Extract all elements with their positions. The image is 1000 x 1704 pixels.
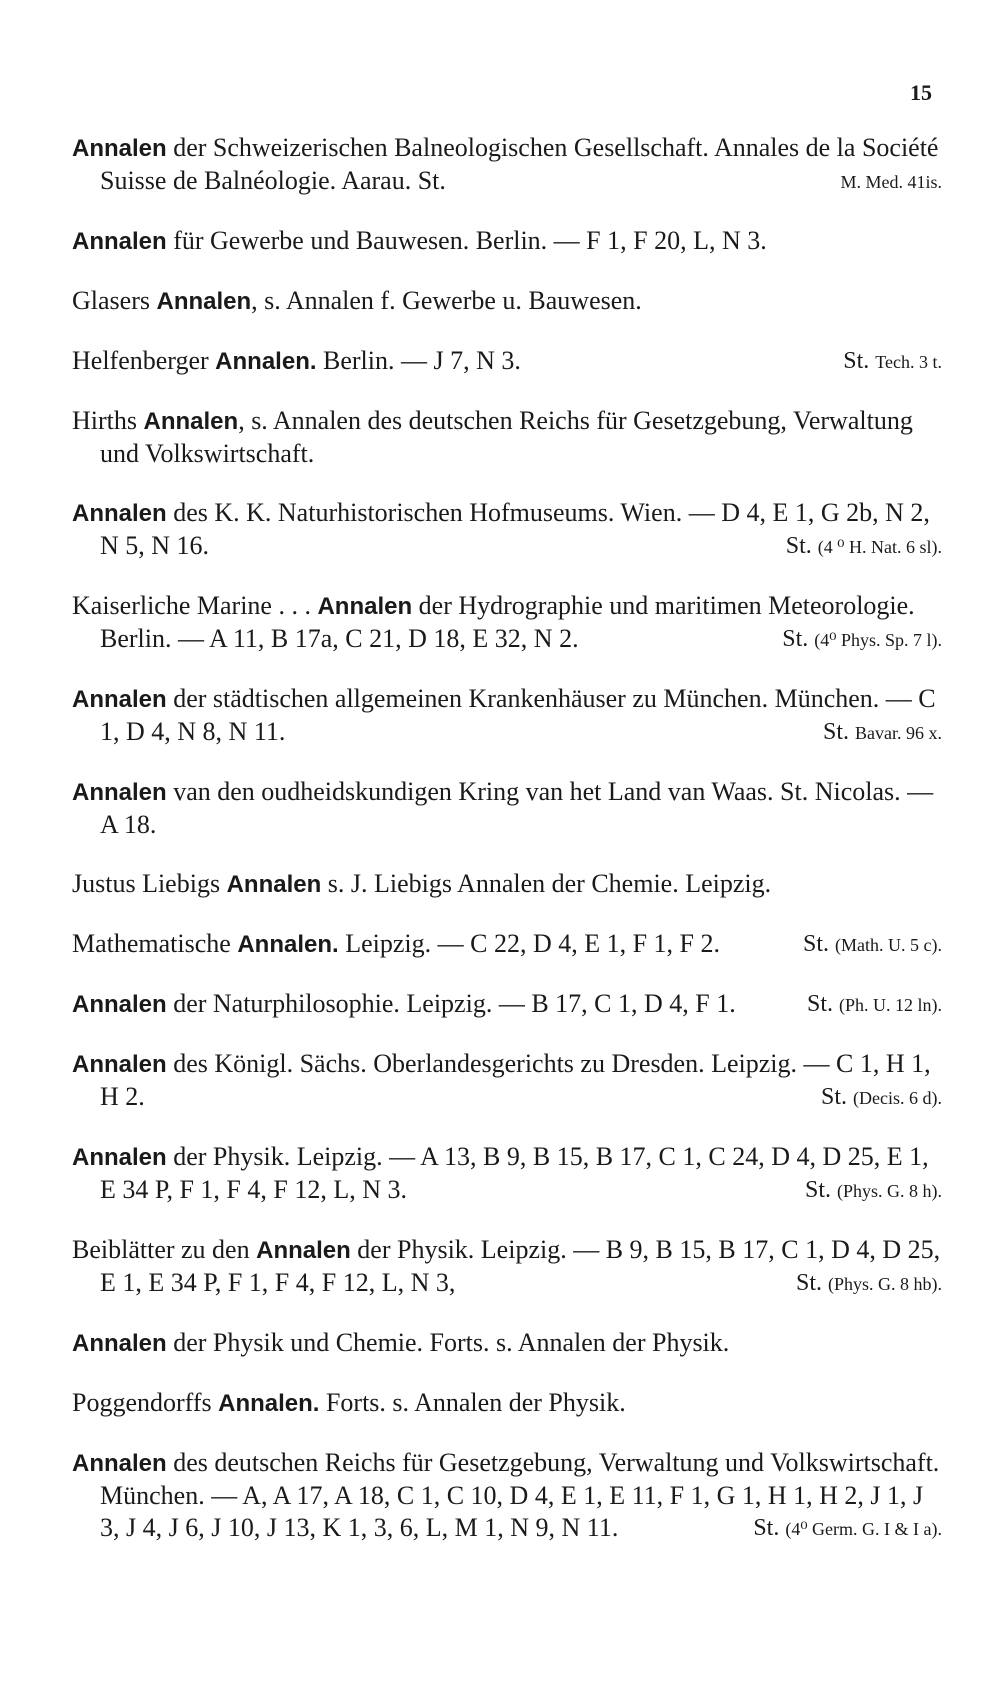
shelf-mark-prefix: St.: [804, 1177, 837, 1203]
entry-text: der Physik. Leipzig. — A 13, B 9, B 15, B 17, C 1, C 24, D 4, D 25, E 1, E 34 P, F 1, F 4, F 12, L, N 3.: [100, 1142, 929, 1204]
shelf-mark-prefix: St.: [806, 991, 839, 1017]
entry-text: für Gewerbe und Bauwesen. Berlin. — F 1, F 20, L, N 3.: [166, 226, 767, 255]
bibliography-entry: [72, 590, 942, 656]
entry-text: s. J. Liebigs Annalen der Chemie. Leipzig.: [321, 869, 772, 898]
bibliography-entry: [72, 776, 942, 841]
entry-text: des K. K. Naturhistorischen Hofmuseums. Wien. — D 4, E 1, G 2b, N 2, N 5, N 16.: [100, 498, 930, 560]
bibliography-entry: [72, 1141, 942, 1207]
entry-text: der Physik. Leipzig. — B 9, B 15, B 17, C 1, D 4, D 25, E 1, E 34 P, F 1, F 4, F 12, L, N 3,: [100, 1235, 941, 1297]
entry-list: [72, 132, 942, 1572]
entry-keyword: Annalen: [156, 288, 252, 315]
bibliography-entry: [72, 132, 942, 198]
entry-keyword: Annalen: [226, 871, 322, 898]
bibliography-entry: [72, 683, 942, 749]
bibliography-entry: [72, 225, 942, 258]
entry-keyword: Annalen: [72, 1330, 167, 1357]
bibliography-entry: [72, 1447, 942, 1545]
entry-text: , s. Annalen des deutschen Reichs für Gesetzgebung, Verwaltung und Volkswirtschaft.: [100, 406, 913, 468]
shelf-mark-code: M. Med. 41is.: [840, 172, 942, 192]
bibliography-entry: [72, 1387, 942, 1420]
entry-keyword: Annalen: [72, 991, 167, 1018]
shelf-mark: [840, 165, 942, 198]
entry-text: van den oudheidskundigen Kring van het Land van Waas. St. Nicolas. — A 18.: [100, 777, 934, 839]
shelf-mark-prefix: St.: [821, 1084, 854, 1110]
shelf-mark: [822, 716, 942, 749]
entry-text: der städtischen allgemeinen Krankenhäuser zu München. München. — C 1, D 4, N 8, N 11.: [100, 684, 936, 746]
shelf-mark: [821, 1081, 942, 1114]
entry-text: des Königl. Sächs. Oberlandesgerichts zu Dresden. Leipzig. — C 1, H 1, H 2.: [100, 1049, 931, 1111]
entry-prefix: Kaiserliche Marine . . .: [72, 591, 318, 620]
shelf-mark-prefix: St.: [753, 1515, 786, 1541]
entry-keyword: Annalen: [72, 1144, 167, 1171]
entry-prefix: Helfenberger: [72, 346, 216, 375]
shelf-mark: [753, 1512, 942, 1545]
entry-text: der Hydrographie und maritimen Meteorologie. Berlin. — A 11, B 17a, C 21, D 18, E 32, N 2.: [100, 591, 915, 653]
bibliography-entry: [72, 928, 942, 961]
shelf-mark-code: Tech. 3 t.: [875, 352, 942, 372]
bibliography-entry: [72, 988, 942, 1021]
bibliography-entry: [72, 497, 942, 563]
shelf-mark-code: (4 ⁰ H. Nat. 6 sl).: [817, 537, 942, 557]
shelf-mark-code: (Math. U. 5 c).: [835, 935, 942, 955]
shelf-mark-prefix: St.: [782, 626, 815, 652]
entry-keyword: Annalen: [72, 1450, 167, 1477]
entry-prefix: Glasers: [72, 286, 157, 315]
shelf-mark: [795, 1267, 942, 1300]
page-number: 15: [910, 80, 932, 105]
entry-keyword: Annalen: [256, 1237, 351, 1264]
bibliography-entry: [72, 1048, 942, 1114]
entry-keyword: Annalen.: [215, 348, 317, 375]
shelf-mark: [785, 530, 942, 563]
shelf-mark-code: (4⁰ Phys. Sp. 7 l).: [814, 630, 942, 650]
entry-text: der Schweizerischen Balneologischen Gesellschaft. Annales de la Société Suisse de Balnéologie. Aarau. St.: [100, 133, 939, 195]
bibliography-entry: [72, 1234, 942, 1300]
shelf-mark-code: (Decis. 6 d).: [853, 1088, 942, 1108]
bibliography-entry: [72, 1327, 942, 1360]
entry-prefix: Hirths: [72, 406, 144, 435]
entry-text: Leipzig. — C 22, D 4, E 1, F 1, F 2.: [338, 929, 721, 958]
entry-keyword: Annalen: [72, 500, 167, 527]
entry-keyword: Annalen: [72, 135, 167, 162]
bibliography-entry: [72, 345, 942, 378]
shelf-mark: [843, 345, 942, 378]
entry-keyword: Annalen: [317, 593, 413, 620]
entry-text: , s. Annalen f. Gewerbe u. Bauwesen.: [251, 286, 642, 315]
shelf-mark-prefix: St.: [803, 931, 836, 957]
shelf-mark-prefix: St.: [795, 1270, 828, 1296]
entry-prefix: Justus Liebigs: [72, 869, 227, 898]
entry-keyword: Annalen: [72, 686, 167, 713]
entry-text: Forts. s. Annalen der Physik.: [319, 1388, 626, 1417]
shelf-mark: [782, 623, 942, 656]
entry-keyword: Annalen: [72, 228, 167, 255]
entry-keyword: Annalen: [143, 408, 239, 435]
bibliography-entry: [72, 405, 942, 470]
shelf-mark: [803, 928, 942, 961]
entry-keyword: Annalen.: [237, 931, 339, 958]
shelf-mark-code: Bavar. 96 x.: [855, 723, 942, 743]
shelf-mark-code: (Ph. U. 12 ln).: [839, 995, 942, 1015]
entry-text: Berlin. — J 7, N 3.: [316, 346, 521, 375]
bibliography-entry: [72, 868, 942, 901]
shelf-mark-code: (4⁰ Germ. G. I & I a).: [785, 1519, 942, 1539]
entry-prefix: Mathematische: [72, 929, 238, 958]
bibliography-entry: [72, 285, 942, 318]
entry-text: des deutschen Reichs für Gesetzgebung, Verwaltung und Volkswirtschaft. München. — A, A 17, A 18, C 1, C 10, D 4, E 1, E 11, F 1, G 1, H 1, H 2, J 1, J 3, J 4, J 6, J 10, J 13, K 1, 3, 6, L, M 1, N 9, N 11.: [100, 1448, 940, 1542]
shelf-mark: [804, 1174, 942, 1207]
entry-text: der Physik und Chemie. Forts. s. Annalen der Physik.: [166, 1328, 730, 1357]
shelf-mark-code: (Phys. G. 8 hb).: [827, 1274, 942, 1294]
entry-prefix: Poggendorffs: [72, 1388, 219, 1417]
shelf-mark: [806, 988, 942, 1021]
entry-text: der Naturphilosophie. Leipzig. — B 17, C 1, D 4, F 1.: [166, 989, 736, 1018]
entry-prefix: Beiblätter zu den: [72, 1235, 257, 1264]
shelf-mark-prefix: St.: [822, 719, 855, 745]
shelf-mark-prefix: St.: [843, 348, 876, 374]
entry-keyword: Annalen: [72, 1051, 167, 1078]
shelf-mark-prefix: St.: [785, 533, 818, 559]
entry-keyword: Annalen: [72, 779, 167, 806]
entry-keyword: Annalen.: [218, 1390, 320, 1417]
shelf-mark-code: (Phys. G. 8 h).: [836, 1181, 942, 1201]
